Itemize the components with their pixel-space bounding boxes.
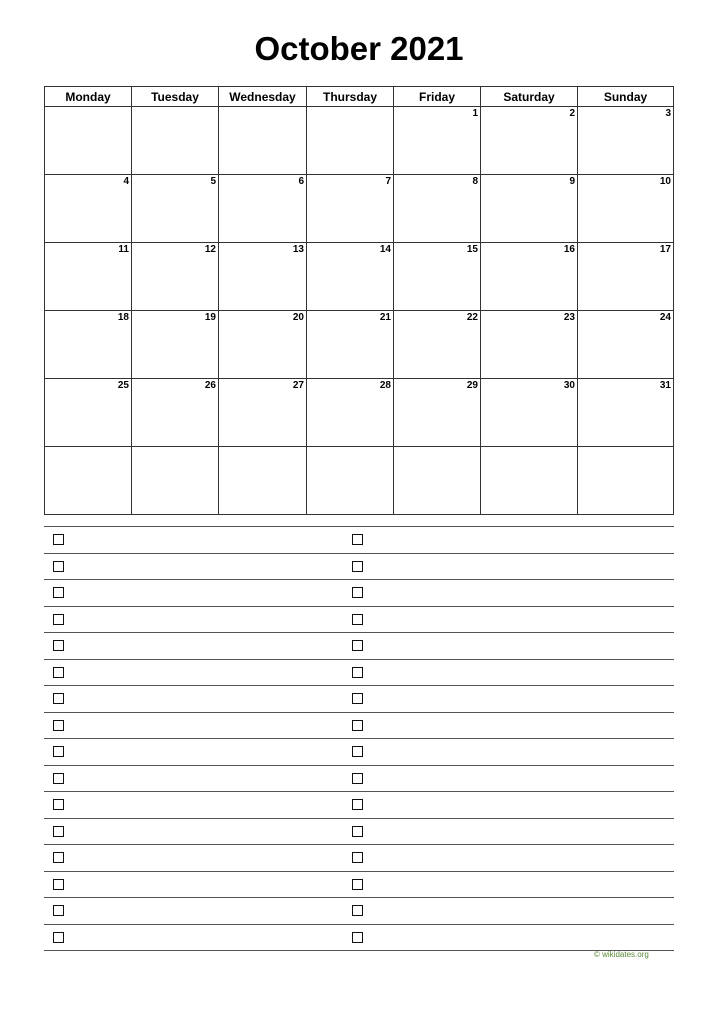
- day-number: [578, 447, 673, 448]
- day-cell[interactable]: [307, 311, 394, 379]
- day-cell[interactable]: [219, 175, 307, 243]
- week-row: [45, 107, 674, 175]
- day-number: 23: [563, 312, 575, 323]
- checklist-row: [44, 792, 674, 819]
- weekday-header-row: [45, 87, 674, 107]
- day-number: 31: [659, 380, 671, 391]
- day-number: 11: [118, 244, 129, 255]
- checkbox[interactable]: [53, 614, 64, 625]
- checkbox[interactable]: [53, 587, 64, 598]
- day-cell[interactable]: [132, 107, 219, 175]
- week-row: [45, 243, 674, 311]
- day-cell[interactable]: [481, 107, 578, 175]
- checklist-row: [44, 554, 674, 581]
- checklist-row: [44, 845, 674, 872]
- day-cell[interactable]: [481, 379, 578, 447]
- checkbox[interactable]: [352, 826, 363, 837]
- day-number: 17: [659, 244, 671, 255]
- day-number: [481, 447, 577, 448]
- day-cell[interactable]: [45, 107, 132, 175]
- day-cell[interactable]: [394, 107, 481, 175]
- day-cell[interactable]: [45, 379, 132, 447]
- day-cell[interactable]: [578, 379, 674, 447]
- day-cell[interactable]: [578, 447, 674, 515]
- day-cell[interactable]: [219, 243, 307, 311]
- checkbox[interactable]: [53, 693, 64, 704]
- day-number: 12: [204, 244, 216, 255]
- day-number: 6: [298, 176, 304, 187]
- checkbox[interactable]: [53, 640, 64, 651]
- day-cell[interactable]: [45, 243, 132, 311]
- day-number: 21: [379, 312, 391, 323]
- day-cell[interactable]: [394, 447, 481, 515]
- day-cell[interactable]: [45, 175, 132, 243]
- checklist-row: [44, 739, 674, 766]
- checkbox[interactable]: [352, 852, 363, 863]
- checkbox[interactable]: [53, 799, 64, 810]
- checkbox[interactable]: [352, 534, 363, 545]
- day-cell[interactable]: [219, 311, 307, 379]
- checklist-row: [44, 872, 674, 899]
- day-number: 3: [665, 108, 671, 119]
- checkbox[interactable]: [53, 773, 64, 784]
- week-row: [45, 379, 674, 447]
- day-cell[interactable]: [481, 311, 578, 379]
- day-cell[interactable]: [481, 447, 578, 515]
- checkbox[interactable]: [352, 693, 363, 704]
- day-cell[interactable]: [307, 447, 394, 515]
- checkbox[interactable]: [53, 852, 64, 863]
- day-cell[interactable]: [219, 447, 307, 515]
- day-number: 22: [466, 312, 478, 323]
- checkbox[interactable]: [53, 720, 64, 731]
- day-cell[interactable]: [132, 447, 219, 515]
- day-cell[interactable]: [394, 175, 481, 243]
- checkbox[interactable]: [352, 720, 363, 731]
- checklist-row: [44, 898, 674, 925]
- checklist-row: [44, 633, 674, 660]
- checklist-row: [44, 713, 674, 740]
- day-number: 8: [472, 176, 478, 187]
- day-cell[interactable]: [481, 175, 578, 243]
- weekday-header: Saturday: [481, 87, 578, 107]
- day-number: 18: [117, 312, 129, 323]
- day-number: 2: [569, 108, 575, 119]
- checkbox[interactable]: [53, 826, 64, 837]
- checklist-row: [44, 925, 674, 952]
- checkbox[interactable]: [352, 640, 363, 651]
- day-number: 1: [472, 108, 478, 119]
- day-number: 26: [204, 380, 216, 391]
- day-number: 9: [569, 176, 575, 187]
- checkbox[interactable]: [352, 587, 363, 598]
- checkbox[interactable]: [352, 799, 363, 810]
- weekday-header: Thursday: [307, 87, 394, 107]
- day-number: 25: [117, 380, 129, 391]
- day-number: 19: [204, 312, 216, 323]
- week-row: [45, 447, 674, 515]
- day-cell[interactable]: [578, 311, 674, 379]
- checkbox[interactable]: [352, 614, 363, 625]
- calendar-grid: [44, 86, 674, 515]
- day-cell[interactable]: [219, 107, 307, 175]
- week-row: [45, 311, 674, 379]
- day-number: 13: [292, 244, 304, 255]
- day-number: 20: [292, 312, 304, 323]
- day-cell[interactable]: [307, 243, 394, 311]
- checkbox[interactable]: [352, 932, 363, 943]
- day-cell[interactable]: [307, 107, 394, 175]
- checkbox[interactable]: [352, 746, 363, 757]
- day-number: 7: [385, 176, 391, 187]
- day-cell[interactable]: [481, 243, 578, 311]
- checkbox[interactable]: [53, 561, 64, 572]
- checkbox[interactable]: [53, 905, 64, 916]
- day-cell[interactable]: [307, 175, 394, 243]
- checkbox[interactable]: [53, 667, 64, 678]
- checkbox[interactable]: [352, 667, 363, 678]
- day-cell[interactable]: [45, 311, 132, 379]
- day-cell[interactable]: [132, 175, 219, 243]
- checkbox[interactable]: [352, 773, 363, 784]
- weekday-header: Sunday: [578, 87, 674, 107]
- day-number: 4: [123, 176, 129, 187]
- checkbox[interactable]: [53, 534, 64, 545]
- checkbox[interactable]: [352, 905, 363, 916]
- checklist-row: [44, 527, 674, 554]
- weekday-header: Friday: [394, 87, 481, 107]
- day-number: [45, 107, 131, 108]
- calendar-title: October 2021: [254, 30, 464, 67]
- checklist-row: [44, 607, 674, 634]
- checklist-row: [44, 660, 674, 687]
- day-cell[interactable]: [394, 243, 481, 311]
- checklist-row: [44, 819, 674, 846]
- checklist: [44, 526, 674, 951]
- checkbox[interactable]: [352, 561, 363, 572]
- day-cell[interactable]: [394, 379, 481, 447]
- day-number: [219, 447, 306, 448]
- day-cell[interactable]: [578, 107, 674, 175]
- day-number: 10: [659, 176, 671, 187]
- day-number: 14: [379, 244, 391, 255]
- day-cell[interactable]: [394, 311, 481, 379]
- week-row: [45, 175, 674, 243]
- weekday-header: Tuesday: [132, 87, 219, 107]
- day-number: 30: [563, 380, 575, 391]
- day-number: 15: [466, 244, 478, 255]
- weekday-header: Wednesday: [219, 87, 307, 107]
- day-number: [307, 107, 393, 108]
- day-number: [307, 447, 393, 448]
- day-number: 24: [659, 312, 671, 323]
- day-cell[interactable]: [578, 175, 674, 243]
- day-number: [219, 107, 306, 108]
- checklist-row: [44, 766, 674, 793]
- day-number: [45, 447, 131, 448]
- day-number: 5: [210, 176, 216, 187]
- checkbox[interactable]: [352, 879, 363, 890]
- day-number: 28: [379, 380, 391, 391]
- checkbox[interactable]: [53, 932, 64, 943]
- footer-credit: © wikidates.org: [594, 950, 649, 959]
- day-cell[interactable]: [219, 379, 307, 447]
- day-cell[interactable]: [132, 311, 219, 379]
- day-number: 16: [563, 244, 575, 255]
- day-number: [394, 447, 480, 448]
- day-cell[interactable]: [578, 243, 674, 311]
- checkbox[interactable]: [53, 879, 64, 890]
- checklist-row: [44, 686, 674, 713]
- day-number: [132, 107, 218, 108]
- weekday-header: Monday: [45, 87, 132, 107]
- day-cell[interactable]: [45, 447, 132, 515]
- day-number: 29: [466, 380, 478, 391]
- day-cell[interactable]: [132, 243, 219, 311]
- checkbox[interactable]: [53, 746, 64, 757]
- day-cell[interactable]: [307, 379, 394, 447]
- checklist-row: [44, 580, 674, 607]
- day-number: 27: [292, 380, 304, 391]
- day-cell[interactable]: [132, 379, 219, 447]
- day-number: [132, 447, 218, 448]
